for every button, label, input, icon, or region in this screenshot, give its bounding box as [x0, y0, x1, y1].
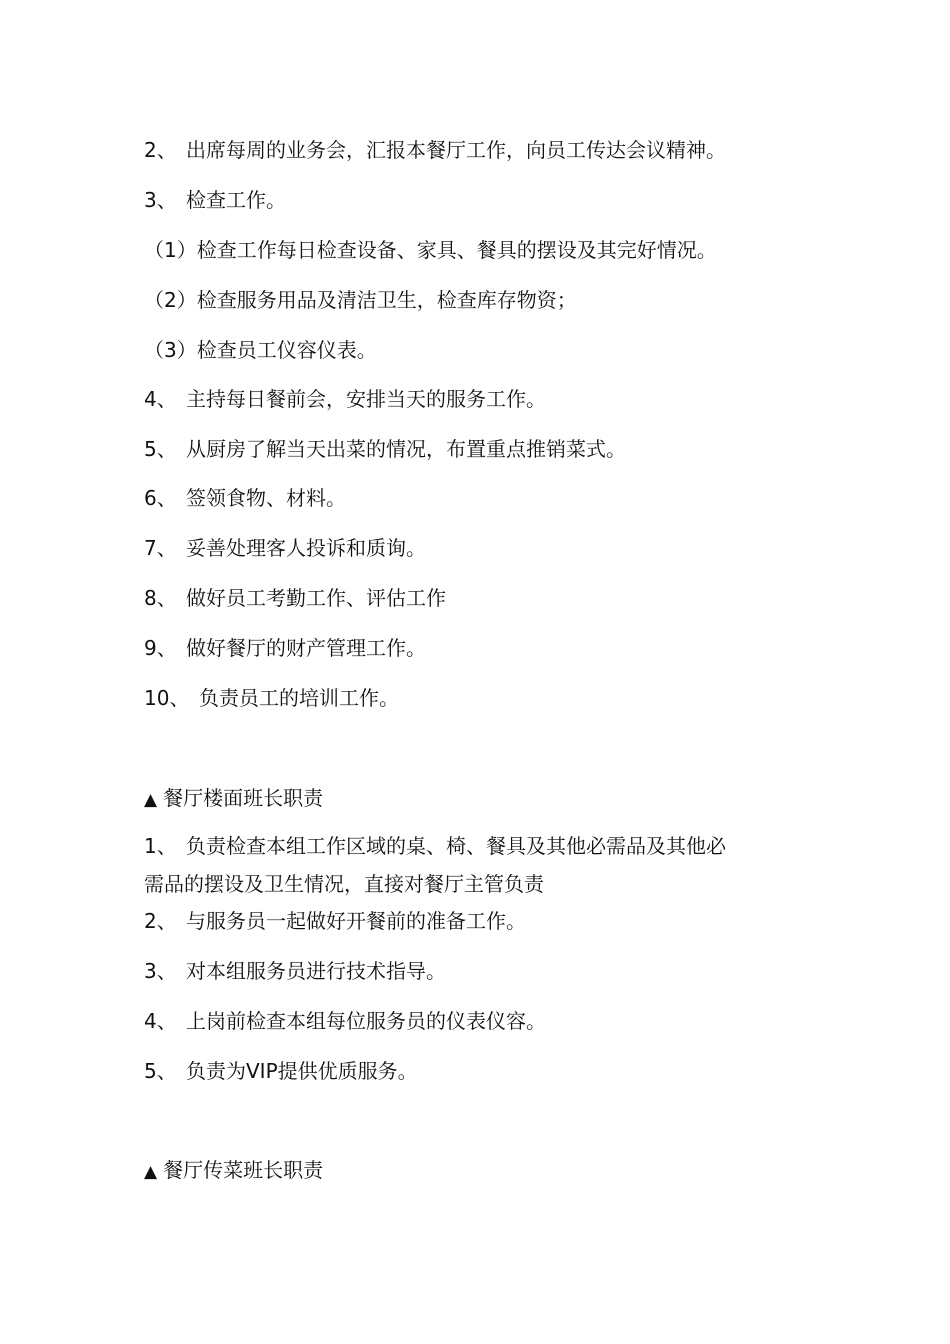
item-text: 对本组服务员进行技术指导。	[186, 959, 446, 983]
list-item	[144, 387, 546, 411]
item-text: 与服务员一起做好开餐前的准备工作。	[186, 909, 526, 933]
item-number: 10、	[144, 686, 190, 710]
item-text: 需品的摆设及卫生情况，直接对餐厅主管负责	[144, 872, 544, 896]
item-number: 2、	[144, 909, 177, 933]
item-number: 2、	[144, 138, 177, 162]
item-text: 负责员工的培训工作。	[199, 686, 399, 710]
item-number: 5、	[144, 1059, 177, 1083]
list-item	[144, 686, 399, 710]
list-item	[144, 1009, 546, 1033]
item-number: 6、	[144, 486, 177, 510]
item-number: 8、	[144, 586, 177, 610]
list-item	[144, 188, 286, 212]
item-number: 5、	[144, 437, 177, 461]
list-item	[144, 909, 526, 933]
item-text: 做好员工考勤工作、评估工作	[186, 586, 446, 610]
triangle-icon: ▲	[144, 1162, 158, 1182]
section-heading	[144, 1158, 323, 1184]
sub-item	[144, 238, 717, 262]
item-text: 主持每日餐前会，安排当天的服务工作。	[186, 387, 546, 411]
item-text-continuation	[144, 872, 544, 896]
item-number: 1、	[144, 834, 177, 858]
list-item	[144, 636, 426, 660]
item-text: 妥善处理客人投诉和质询。	[186, 536, 426, 560]
list-item	[144, 586, 446, 610]
item-text: 负责检查本组工作区域的桌、椅、餐具及其他必需品及其他必	[186, 834, 726, 858]
list-item	[144, 536, 426, 560]
section-heading	[144, 786, 323, 812]
item-text: （3）检查员工仪容仪表。	[144, 338, 377, 362]
item-text: 上岗前检查本组每位服务员的仪表仪容。	[186, 1009, 546, 1033]
list-item	[144, 959, 446, 983]
list-item	[144, 486, 346, 510]
item-number: 3、	[144, 188, 177, 212]
item-number: 9、	[144, 636, 177, 660]
item-text: 做好餐厅的财产管理工作。	[186, 636, 426, 660]
item-text: 出席每周的业务会，汇报本餐厅工作，向员工传达会议精神。	[186, 138, 726, 162]
triangle-icon: ▲	[144, 790, 158, 810]
item-number: 3、	[144, 959, 177, 983]
list-item	[144, 834, 726, 858]
sub-item	[144, 288, 577, 312]
item-text: （2）检查服务用品及清洁卫生，检查库存物资；	[144, 288, 577, 312]
item-text: 负责为VIP提供优质服务。	[186, 1059, 418, 1083]
item-number: 4、	[144, 387, 177, 411]
item-text: （1）检查工作每日检查设备、家具、餐具的摆设及其完好情况。	[144, 238, 717, 262]
list-item	[144, 138, 726, 162]
item-number: 7、	[144, 536, 177, 560]
item-text: 签领食物、材料。	[186, 486, 346, 510]
item-number: 4、	[144, 1009, 177, 1033]
heading-text: 餐厅传菜班长职责	[163, 1158, 324, 1182]
sub-item	[144, 338, 377, 362]
item-text: 检查工作。	[186, 188, 286, 212]
list-item	[144, 437, 626, 461]
list-item	[144, 1059, 418, 1083]
heading-text: 餐厅楼面班长职责	[163, 786, 324, 810]
item-text: 从厨房了解当天出菜的情况，布置重点推销菜式。	[186, 437, 626, 461]
